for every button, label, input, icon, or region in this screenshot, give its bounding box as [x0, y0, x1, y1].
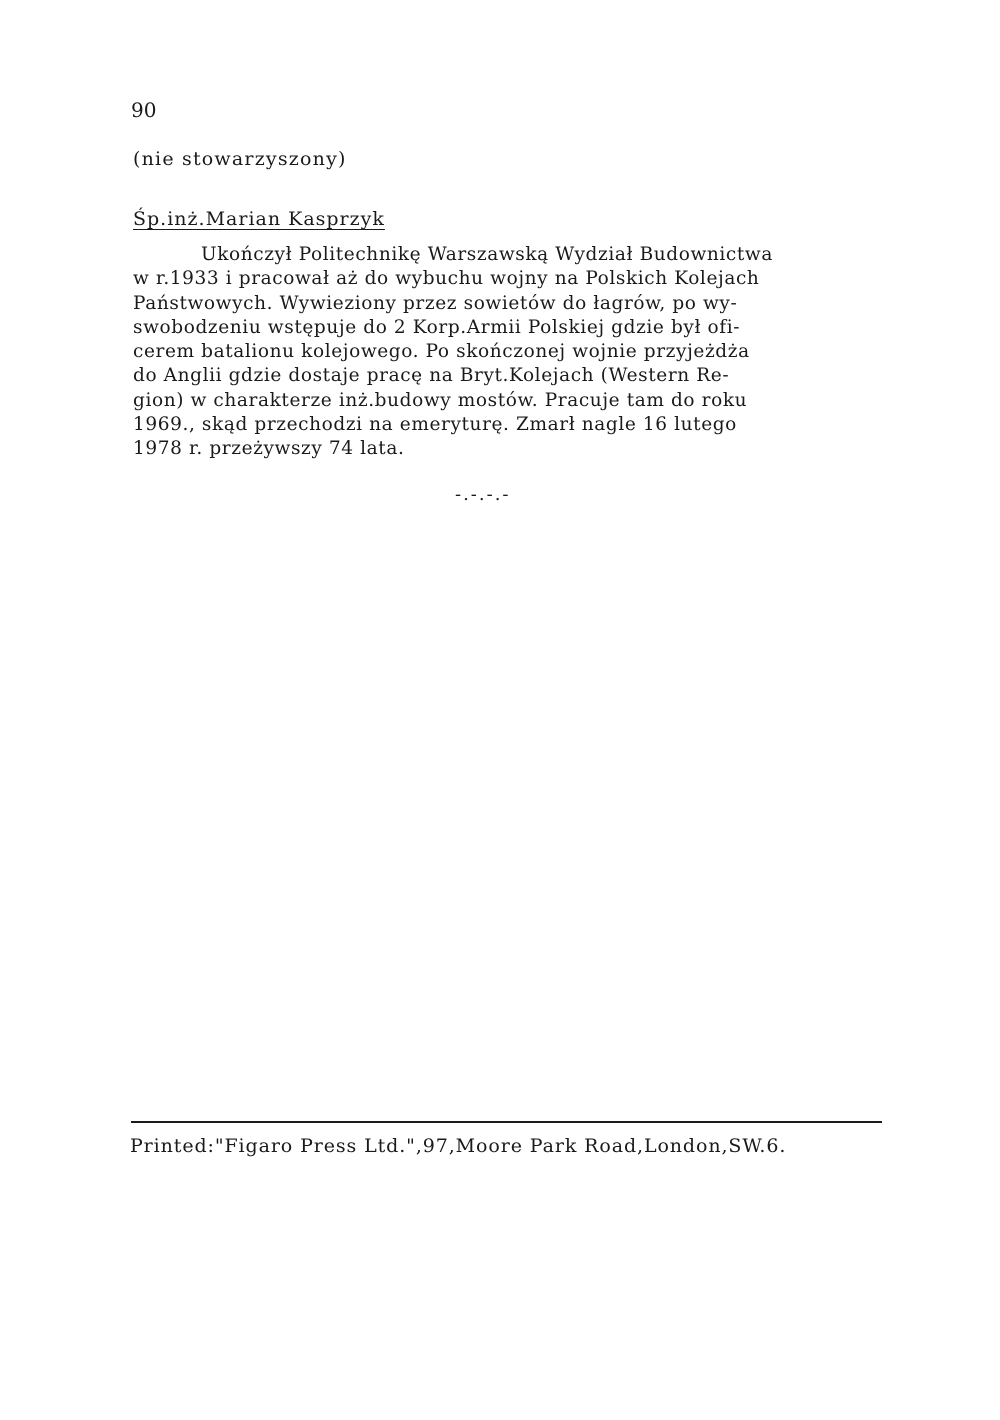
- page-number: 90: [131, 98, 157, 122]
- section-subtitle: (nie stowarzyszony): [133, 148, 347, 170]
- obituary-heading: Śp.inż.Marian Kasprzyk: [133, 208, 385, 230]
- body-line: do Anglii gdzie dostaje pracę na Bryt.Kolejach (Western Re-: [133, 365, 730, 387]
- printer-imprint: Printed:"Figaro Press Ltd.",97,Moore Park Road,London,SW.6.: [130, 1135, 787, 1157]
- body-line: cerem batalionu kolejowego. Po skończonej wojnie przyjeżdża: [133, 341, 750, 363]
- body-line: 1969., skąd przechodzi na emeryturę. Zmarł nagle 16 lutego: [133, 414, 737, 436]
- body-line: gion) w charakterze inż.budowy mostów. Pracuje tam do roku: [133, 389, 748, 411]
- obituary-body: [133, 243, 853, 462]
- footer-divider: [131, 1121, 882, 1123]
- body-line: w r.1933 i pracował aż do wybuchu wojny na Polskich Kolejach: [133, 268, 760, 290]
- body-line: swobodzeniu wstępuje do 2 Korp.Armii Polskiej gdzie był ofi-: [133, 316, 741, 338]
- body-line: 1978 r. przeżywszy 74 lata.: [133, 438, 405, 460]
- body-line: Ukończył Politechnikę Warszawską Wydział Budownictwa: [201, 244, 773, 265]
- body-line: Państwowych. Wywieziony przez sowietów do łagrów, po wy-: [133, 292, 738, 314]
- section-separator: -.-.-.-: [455, 484, 511, 505]
